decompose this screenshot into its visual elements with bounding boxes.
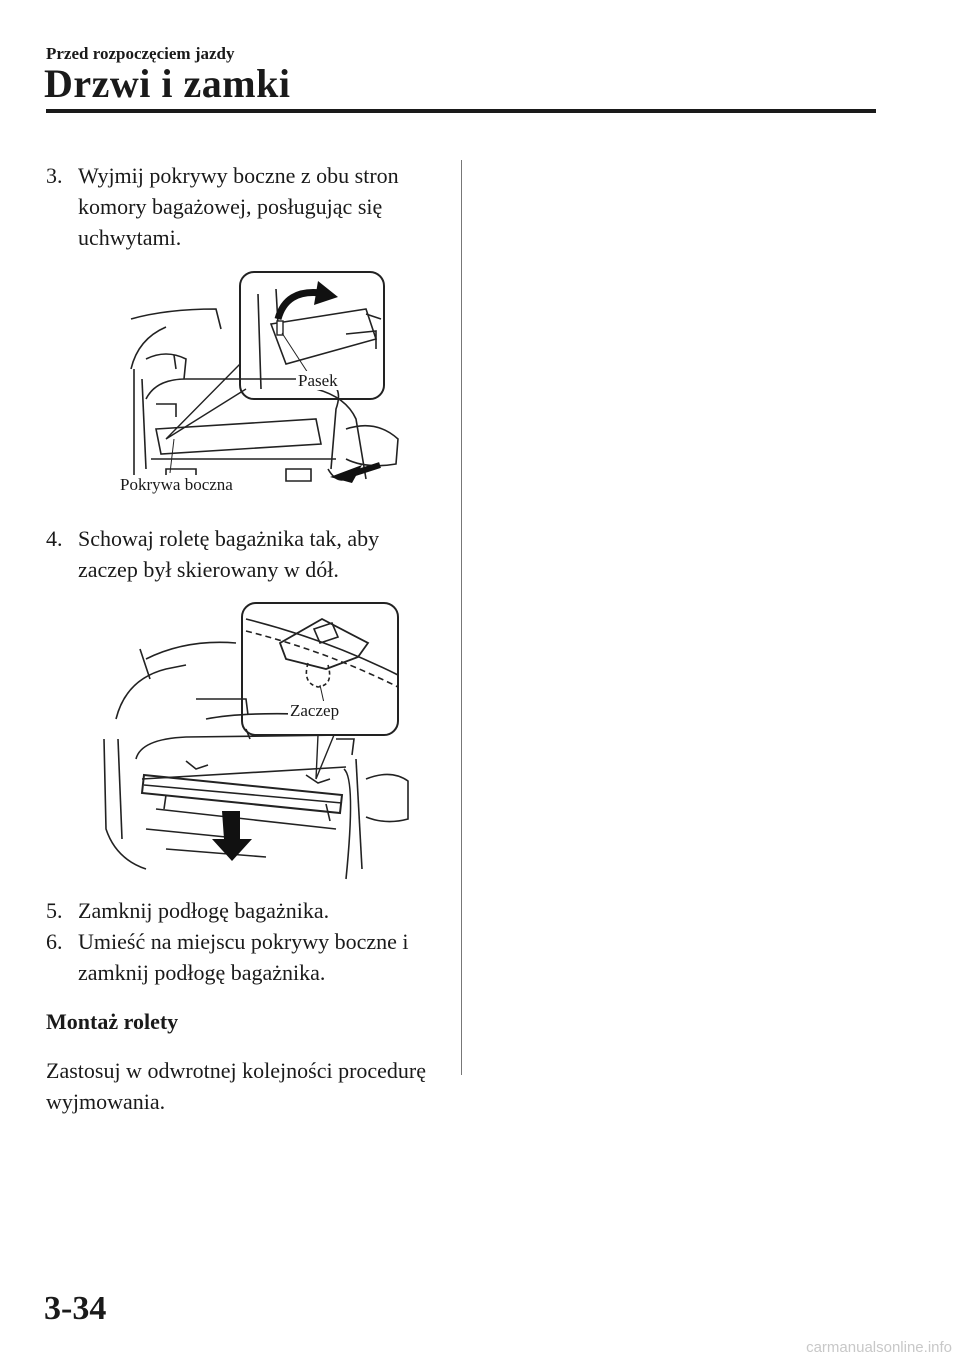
- figure-side-cover: [46, 269, 426, 509]
- step-text: Schowaj roletę bagażnika tak, aby zaczep był skierowany w dół.: [78, 526, 380, 582]
- header-rule: [46, 109, 876, 113]
- step-number: 3.: [46, 163, 63, 188]
- label-pasek: Pasek: [298, 371, 338, 390]
- step-number: 4.: [46, 526, 63, 551]
- main-column: [46, 160, 426, 1117]
- body-paragraph: Zastosuj w odwrotnej kolejności procedurę wyjmowania.: [46, 1058, 427, 1114]
- step-number: 6.: [46, 929, 63, 954]
- step-text: Zamknij podłogę bagażnika.: [78, 898, 330, 923]
- figure-hook: [46, 599, 426, 883]
- step-text: Umieść na miejscu pokrywy boczne i zamknij podłogę bagażnika.: [78, 929, 409, 985]
- watermark: carmanualsonline.info: [806, 1339, 952, 1356]
- step-number: 5.: [46, 898, 63, 923]
- step-6: [46, 926, 426, 988]
- column-divider: [461, 160, 462, 1075]
- page-title: Drzwi i zamki: [44, 61, 291, 106]
- step-5: [46, 895, 426, 926]
- page-number: 3-34: [44, 1290, 107, 1327]
- step-3: [46, 160, 426, 253]
- breadcrumb: Przed rozpoczęciem jazdy: [46, 44, 235, 63]
- step-4: [46, 523, 426, 585]
- label-zaczep: Zaczep: [290, 701, 340, 720]
- tonneau-cover-illustration: [46, 599, 426, 883]
- subsection-heading: Montaż rolety: [46, 1009, 179, 1034]
- step-text: Wyjmij pokrywy boczne z obu stron komory bagażowej, posługując się uchwytami.: [78, 163, 399, 250]
- trunk-side-cover-illustration: [46, 269, 426, 509]
- label-pokrywa-boczna: Pokrywa boczna: [120, 475, 233, 494]
